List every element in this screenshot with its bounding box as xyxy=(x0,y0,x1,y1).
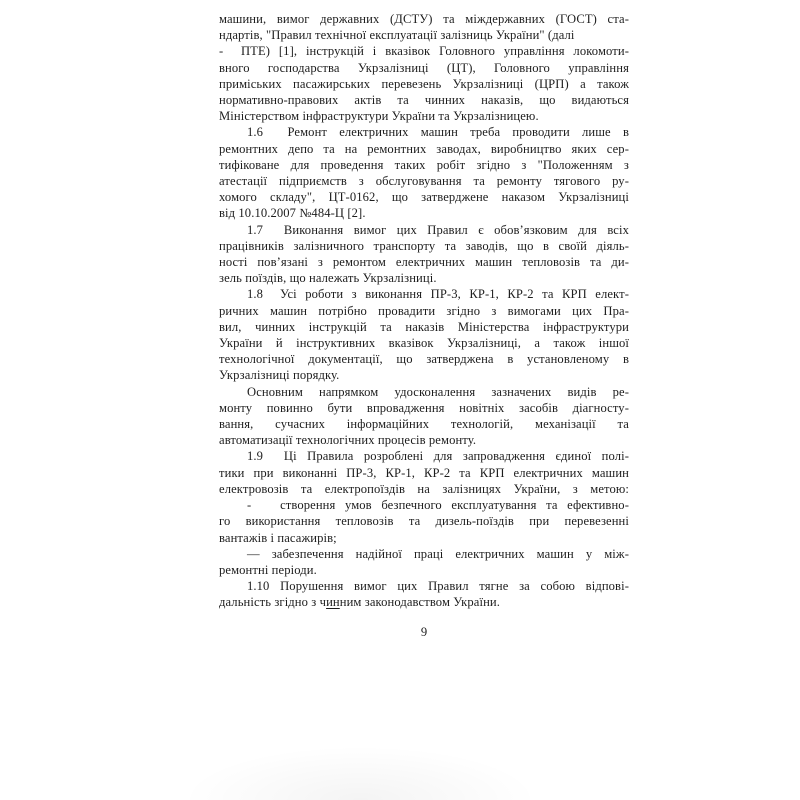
text-span: ним законодавством України. xyxy=(339,595,500,610)
text-line: приміських пасажирських перевезень Укрзалізниці (ЦРП) а також xyxy=(219,76,629,91)
underlined-text: ин xyxy=(326,595,340,610)
text-line xyxy=(219,594,629,610)
scan-shadow xyxy=(180,745,540,800)
text-line: України й інструктивних вказівок Укрзалізниці, а також іншої xyxy=(219,336,629,351)
text-line: — забезпечення надійної праці електричних машин у між- xyxy=(247,546,629,561)
text-line: монту повинно бути впровадження новітніх засобів діагносту- xyxy=(219,400,629,415)
text-line: хомого складу", ЦТ-0162, що затверджене наказом Укрзалізниці xyxy=(219,190,629,205)
text-line: машини, вимог державних (ДСТУ) та міждержавних (ГОСТ) ста- xyxy=(219,12,629,26)
text-line: вантажів і пасажирів; xyxy=(219,530,337,545)
text-line: технологічної документації, що затверджена в установленому в xyxy=(219,352,629,367)
text-line: зель поїздів, що належать Укрзалізниці. xyxy=(219,271,437,286)
text-line: - ПТЕ) [1], інструкцій і вказівок Головного управління локомоти- xyxy=(219,44,629,59)
text-line: ндартів, "Правил технічної експлуатації залізниць України" (далі xyxy=(219,28,575,43)
text-line: атестації підприємств з обслуговування та ремонту тягового ру- xyxy=(219,174,629,189)
text-line: нормативно-правових актів та чинних наказів, що видаються xyxy=(219,93,629,108)
text-line: вання, сучасних інформаційних технологій, механізації та xyxy=(219,417,629,432)
text-span: дальність згідно з ч xyxy=(219,595,327,610)
text-line: Міністерством інфраструктури України та Укрзалізницею. xyxy=(219,109,539,124)
text-line: ричних машин потрібно провадити згідно з вимогами цих Пра- xyxy=(219,303,629,318)
text-line: електровозів та електропоїздів на залізницях України, з метою: xyxy=(219,481,629,496)
text-column xyxy=(219,11,629,611)
text-line: від 10.10.2007 №484-Ц [2]. xyxy=(219,206,366,221)
text-line: вил, чинних інструкцій та наказів Міністерства інфраструктури xyxy=(219,319,629,334)
text-line: тики при виконанні ПР-3, КР-1, КР-2 та КРП електричних машин xyxy=(219,465,629,480)
text-line: 1.6 Ремонт електричних машин треба проводити лише в xyxy=(247,125,629,140)
text-line: автоматизації технологічних процесів ремонту. xyxy=(219,433,477,448)
text-line: 1.10 Порушення вимог цих Правил тягне за собою відпові- xyxy=(247,579,629,594)
text-line: ності пов’язані з ремонтом електричних машин тепловозів та ди- xyxy=(219,255,629,270)
text-line: 1.7 Виконання вимог цих Правил є обов’язковим для всіх xyxy=(247,222,629,237)
text-line: Основним напрямком удосконалення зазначених видів ре- xyxy=(247,384,629,399)
text-line: 1.9 Ці Правила розроблені для запровадження єдиної полі- xyxy=(247,449,629,464)
text-line: ремонтних депо та на ремонтних заводах, виробництво яких сер- xyxy=(219,141,629,156)
text-line: ремонтні періоди. xyxy=(219,562,317,577)
text-line: Укрзалізниці порядку. xyxy=(219,368,340,383)
text-line: працівників залізничного транспорту та заводів, що в своїй діяль- xyxy=(219,238,629,253)
text-line: - створення умов безпечного експлуатування та ефективно- xyxy=(247,498,629,513)
text-line: вного господарства Укрзалізниці (ЦТ), Головного управління xyxy=(219,60,629,75)
page-number: 9 xyxy=(420,625,428,639)
text-line: го використання тепловозів та дизель-поїздів при перевезенні xyxy=(219,514,629,529)
text-line: 1.8 Усі роботи з виконання ПР-3, КР-1, КР-2 та КРП елект- xyxy=(247,287,629,302)
text-line: тифіковане для проведення таких робіт згідно з "Положенням з xyxy=(219,157,629,172)
